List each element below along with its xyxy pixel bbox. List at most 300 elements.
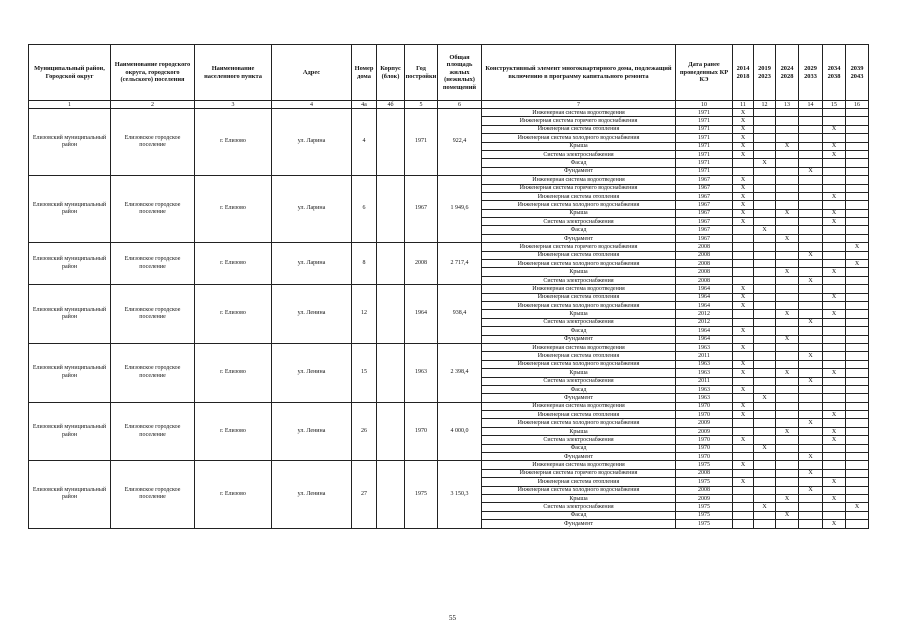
period-mark-cell	[846, 218, 869, 226]
prior-repair-date-cell: 1964	[676, 293, 733, 301]
period-mark-cell	[823, 285, 846, 293]
prior-repair-date-cell: 1963	[676, 343, 733, 351]
period-mark-cell	[754, 184, 776, 192]
period-mark-cell	[823, 276, 846, 284]
period-mark-cell: X	[846, 243, 869, 251]
period-mark-cell	[846, 176, 869, 184]
prior-repair-date-cell: 2008	[676, 276, 733, 284]
header-area: Общая площадь жилых (нежилых) помещений	[438, 45, 482, 101]
house-number-cell: 12	[352, 285, 377, 344]
column-number: 10	[676, 101, 733, 109]
period-mark-cell	[754, 369, 776, 377]
period-mark-cell: X	[823, 436, 846, 444]
period-mark-cell	[799, 503, 823, 511]
period-mark-cell	[776, 159, 799, 167]
structural-element-cell: Инженерная система холодного водоснабжения	[482, 419, 676, 427]
block-cell	[377, 176, 405, 243]
prior-repair-date-cell: 2012	[676, 318, 733, 326]
structural-element-cell: Инженерная система водоотведения	[482, 343, 676, 351]
period-mark-cell: X	[733, 117, 754, 125]
period-mark-cell	[799, 411, 823, 419]
structural-element-cell: Крыша	[482, 369, 676, 377]
period-mark-cell	[754, 461, 776, 469]
prior-repair-date-cell: 1963	[676, 360, 733, 368]
period-mark-cell	[799, 142, 823, 150]
structural-element-cell: Крыша	[482, 142, 676, 150]
column-number: 12	[754, 101, 776, 109]
locality-cell: г. Елизово	[195, 285, 272, 344]
period-mark-cell	[754, 377, 776, 385]
prior-repair-date-cell: 1964	[676, 285, 733, 293]
address-cell: ул. Ленина	[272, 402, 352, 461]
period-mark-cell	[776, 301, 799, 309]
period-mark-cell	[823, 461, 846, 469]
period-mark-cell	[776, 251, 799, 259]
period-mark-cell: X	[754, 503, 776, 511]
period-mark-cell	[799, 176, 823, 184]
period-mark-cell	[799, 402, 823, 410]
period-mark-cell	[776, 436, 799, 444]
structural-element-cell: Инженерная система отопления	[482, 352, 676, 360]
period-mark-cell	[799, 461, 823, 469]
structural-element-cell: Инженерная система водоотведения	[482, 109, 676, 117]
period-mark-cell	[776, 285, 799, 293]
block-cell	[377, 343, 405, 402]
period-mark-cell	[823, 243, 846, 251]
period-mark-cell: X	[733, 109, 754, 117]
period-mark-cell	[846, 310, 869, 318]
period-mark-cell	[776, 503, 799, 511]
period-mark-cell: X	[799, 419, 823, 427]
period-mark-cell	[754, 293, 776, 301]
period-mark-cell	[799, 293, 823, 301]
period-mark-cell	[776, 150, 799, 158]
period-mark-cell: X	[776, 427, 799, 435]
house-number-cell: 26	[352, 402, 377, 461]
settlement-cell: Елизовское городское поселение	[111, 285, 195, 344]
period-mark-cell: X	[799, 377, 823, 385]
structural-element-cell: Крыша	[482, 310, 676, 318]
capital-repair-table	[28, 44, 869, 529]
prior-repair-date-cell: 1967	[676, 218, 733, 226]
prior-repair-date-cell: 1967	[676, 176, 733, 184]
period-mark-cell: X	[823, 310, 846, 318]
period-mark-cell: X	[754, 226, 776, 234]
period-mark-cell: X	[823, 478, 846, 486]
structural-element-cell: Инженерная система водоотведения	[482, 402, 676, 410]
period-mark-cell	[846, 511, 869, 519]
structural-element-cell: Инженерная система горячего водоснабжения	[482, 469, 676, 477]
structural-element-cell: Система электроснабжения	[482, 503, 676, 511]
period-mark-cell	[776, 377, 799, 385]
address-cell: ул. Ларина	[272, 243, 352, 285]
period-mark-cell	[776, 260, 799, 268]
period-mark-cell	[799, 436, 823, 444]
period-mark-cell	[754, 419, 776, 427]
period-mark-cell	[754, 150, 776, 158]
period-mark-cell	[754, 436, 776, 444]
period-mark-cell	[733, 503, 754, 511]
structural-element-cell: Инженерная система холодного водоснабжения	[482, 301, 676, 309]
period-mark-cell	[823, 318, 846, 326]
period-mark-cell	[823, 385, 846, 393]
prior-repair-date-cell: 1975	[676, 461, 733, 469]
period-mark-cell: X	[799, 486, 823, 494]
header-row	[29, 45, 869, 101]
period-mark-cell	[799, 125, 823, 133]
period-mark-cell	[776, 125, 799, 133]
structural-element-cell: Фасад	[482, 226, 676, 234]
period-mark-cell: X	[823, 268, 846, 276]
period-mark-cell: X	[776, 209, 799, 217]
prior-repair-date-cell: 2008	[676, 251, 733, 259]
period-mark-cell	[823, 360, 846, 368]
structural-element-cell: Инженерная система водоотведения	[482, 461, 676, 469]
period-mark-cell	[799, 478, 823, 486]
period-mark-cell	[776, 444, 799, 452]
structural-element-cell: Крыша	[482, 209, 676, 217]
period-mark-cell	[799, 444, 823, 452]
period-mark-cell	[754, 427, 776, 435]
period-mark-cell: X	[733, 293, 754, 301]
structural-element-cell: Инженерная система холодного водоснабжения	[482, 260, 676, 268]
period-mark-cell	[846, 293, 869, 301]
period-mark-cell	[776, 469, 799, 477]
period-mark-cell: X	[823, 218, 846, 226]
column-number: 2	[111, 101, 195, 109]
period-mark-cell	[754, 301, 776, 309]
period-mark-cell	[846, 150, 869, 158]
period-mark-cell	[776, 184, 799, 192]
period-mark-cell	[846, 226, 869, 234]
period-mark-cell	[823, 377, 846, 385]
period-mark-cell	[846, 377, 869, 385]
period-mark-cell	[799, 201, 823, 209]
prior-repair-date-cell: 2011	[676, 352, 733, 360]
period-mark-cell: X	[733, 411, 754, 419]
house-records	[29, 109, 869, 529]
area-cell: 3 150,3	[438, 461, 482, 528]
period-mark-cell	[776, 134, 799, 142]
period-mark-cell: X	[733, 176, 754, 184]
period-mark-cell: X	[799, 276, 823, 284]
period-mark-cell: X	[776, 335, 799, 343]
period-mark-cell: X	[733, 134, 754, 142]
period-mark-cell	[776, 192, 799, 200]
period-mark-cell: X	[733, 209, 754, 217]
period-mark-cell: X	[733, 478, 754, 486]
column-number: 7	[482, 101, 676, 109]
period-mark-cell	[823, 453, 846, 461]
period-mark-cell	[823, 201, 846, 209]
prior-repair-date-cell: 2008	[676, 260, 733, 268]
settlement-cell: Елизовское городское поселение	[111, 343, 195, 402]
address-cell: ул. Ленина	[272, 343, 352, 402]
structural-element-cell: Система электроснабжения	[482, 436, 676, 444]
period-mark-cell	[799, 184, 823, 192]
period-mark-cell	[846, 117, 869, 125]
period-mark-cell	[823, 444, 846, 452]
structural-element-cell: Фундамент	[482, 335, 676, 343]
prior-repair-date-cell: 2009	[676, 494, 733, 502]
table-row	[29, 285, 869, 293]
column-number: 4б	[377, 101, 405, 109]
column-number: 15	[823, 101, 846, 109]
period-mark-cell	[733, 167, 754, 175]
period-mark-cell	[754, 327, 776, 335]
period-mark-cell: X	[823, 125, 846, 133]
prior-repair-date-cell: 1971	[676, 125, 733, 133]
prior-repair-date-cell: 1971	[676, 167, 733, 175]
period-mark-cell	[823, 184, 846, 192]
prior-repair-date-cell: 2009	[676, 419, 733, 427]
period-mark-cell	[799, 520, 823, 528]
period-mark-cell: X	[733, 218, 754, 226]
structural-element-cell: Система электроснабжения	[482, 276, 676, 284]
period-mark-cell	[754, 268, 776, 276]
period-mark-cell	[823, 226, 846, 234]
period-mark-cell: X	[733, 142, 754, 150]
structural-element-cell: Инженерная система холодного водоснабжения	[482, 486, 676, 494]
period-mark-cell	[776, 176, 799, 184]
settlement-cell: Елизовское городское поселение	[111, 109, 195, 176]
period-mark-cell: X	[799, 469, 823, 477]
structural-element-cell: Инженерная система водоотведения	[482, 285, 676, 293]
period-mark-cell: X	[823, 520, 846, 528]
period-mark-cell	[823, 159, 846, 167]
house-number-cell: 8	[352, 243, 377, 285]
district-cell: Елизовский муниципальный район	[29, 285, 111, 344]
address-cell: ул. Ленина	[272, 285, 352, 344]
period-mark-cell	[733, 260, 754, 268]
period-mark-cell	[754, 209, 776, 217]
period-mark-cell	[733, 453, 754, 461]
prior-repair-date-cell: 1967	[676, 226, 733, 234]
structural-element-cell: Фундамент	[482, 234, 676, 242]
period-mark-cell	[846, 352, 869, 360]
period-mark-cell	[799, 109, 823, 117]
period-mark-cell	[754, 117, 776, 125]
structural-element-cell: Фасад	[482, 159, 676, 167]
period-mark-cell	[799, 285, 823, 293]
period-mark-cell	[823, 327, 846, 335]
page-number: 55	[449, 614, 456, 622]
structural-element-cell: Инженерная система отопления	[482, 125, 676, 133]
locality-cell: г. Елизово	[195, 176, 272, 243]
period-mark-cell	[799, 394, 823, 402]
period-mark-cell: X	[733, 385, 754, 393]
period-mark-cell	[846, 209, 869, 217]
period-mark-cell	[799, 369, 823, 377]
period-mark-cell	[733, 469, 754, 477]
period-mark-cell	[823, 109, 846, 117]
header-period-2019-2023: 2019 2023	[754, 45, 776, 101]
period-mark-cell: X	[823, 293, 846, 301]
settlement-cell: Елизовское городское поселение	[111, 461, 195, 528]
period-mark-cell	[846, 394, 869, 402]
structural-element-cell: Система электроснабжения	[482, 318, 676, 326]
structural-element-cell: Система электроснабжения	[482, 150, 676, 158]
period-mark-cell: X	[776, 268, 799, 276]
prior-repair-date-cell: 1967	[676, 234, 733, 242]
prior-repair-date-cell: 2009	[676, 427, 733, 435]
period-mark-cell	[823, 352, 846, 360]
period-mark-cell	[846, 134, 869, 142]
prior-repair-date-cell: 2012	[676, 310, 733, 318]
period-mark-cell	[754, 402, 776, 410]
period-mark-cell	[799, 234, 823, 242]
period-mark-cell	[733, 394, 754, 402]
period-mark-cell: X	[799, 453, 823, 461]
year-built-cell: 1967	[405, 176, 438, 243]
period-mark-cell	[846, 461, 869, 469]
period-mark-cell	[799, 260, 823, 268]
prior-repair-date-cell: 1963	[676, 394, 733, 402]
period-mark-cell	[846, 385, 869, 393]
structural-element-cell: Фасад	[482, 327, 676, 335]
header-address: Адрес	[272, 45, 352, 101]
period-mark-cell	[733, 268, 754, 276]
period-mark-cell	[846, 469, 869, 477]
column-number: 6	[438, 101, 482, 109]
period-mark-cell	[754, 469, 776, 477]
prior-repair-date-cell: 1970	[676, 453, 733, 461]
structural-element-cell: Инженерная система холодного водоснабжения	[482, 360, 676, 368]
period-mark-cell: X	[733, 125, 754, 133]
period-mark-cell	[776, 343, 799, 351]
period-mark-cell: X	[799, 167, 823, 175]
prior-repair-date-cell: 1971	[676, 150, 733, 158]
prior-repair-date-cell: 1964	[676, 301, 733, 309]
year-built-cell: 2008	[405, 243, 438, 285]
structural-element-cell: Система электроснабжения	[482, 377, 676, 385]
table-row	[29, 176, 869, 184]
prior-repair-date-cell: 1963	[676, 385, 733, 393]
header-period-2034-2038: 2034 2038	[823, 45, 846, 101]
period-mark-cell	[823, 176, 846, 184]
header-prior-repair-date: Дата ранее проведенных КР КЭ	[676, 45, 733, 101]
period-mark-cell	[823, 234, 846, 242]
period-mark-cell	[799, 343, 823, 351]
period-mark-cell	[733, 318, 754, 326]
period-mark-cell	[754, 352, 776, 360]
period-mark-cell	[754, 251, 776, 259]
prior-repair-date-cell: 1971	[676, 142, 733, 150]
period-mark-cell	[733, 234, 754, 242]
period-mark-cell: X	[846, 260, 869, 268]
column-number: 14	[799, 101, 823, 109]
header-house-number: Номер дома	[352, 45, 377, 101]
period-mark-cell	[733, 427, 754, 435]
period-mark-cell: X	[823, 494, 846, 502]
period-mark-cell	[846, 125, 869, 133]
block-cell	[377, 109, 405, 176]
structural-element-cell: Фундамент	[482, 167, 676, 175]
period-mark-cell	[846, 402, 869, 410]
period-mark-cell	[733, 159, 754, 167]
header-period-2014-2018: 2014 2018	[733, 45, 754, 101]
prior-repair-date-cell: 1971	[676, 134, 733, 142]
period-mark-cell	[754, 486, 776, 494]
period-mark-cell	[776, 360, 799, 368]
period-mark-cell	[823, 419, 846, 427]
prior-repair-date-cell: 2008	[676, 486, 733, 494]
period-mark-cell	[846, 494, 869, 502]
structural-element-cell: Инженерная система водоотведения	[482, 176, 676, 184]
prior-repair-date-cell: 2008	[676, 268, 733, 276]
period-mark-cell: X	[733, 343, 754, 351]
prior-repair-date-cell: 1975	[676, 503, 733, 511]
period-mark-cell	[846, 427, 869, 435]
structural-element-cell: Фасад	[482, 385, 676, 393]
prior-repair-date-cell: 1970	[676, 411, 733, 419]
block-cell	[377, 285, 405, 344]
period-mark-cell	[776, 352, 799, 360]
period-mark-cell	[776, 419, 799, 427]
period-mark-cell	[754, 360, 776, 368]
period-mark-cell	[754, 167, 776, 175]
header-locality: Наименование населенного пункта	[195, 45, 272, 101]
period-mark-cell	[776, 327, 799, 335]
period-mark-cell	[754, 260, 776, 268]
period-mark-cell	[776, 201, 799, 209]
period-mark-cell	[754, 176, 776, 184]
prior-repair-date-cell: 1963	[676, 369, 733, 377]
period-mark-cell: X	[754, 444, 776, 452]
prior-repair-date-cell: 1975	[676, 520, 733, 528]
period-mark-cell	[823, 117, 846, 125]
period-mark-cell	[776, 394, 799, 402]
period-mark-cell	[823, 402, 846, 410]
structural-element-cell: Инженерная система горячего водоснабжения	[482, 243, 676, 251]
period-mark-cell	[799, 243, 823, 251]
period-mark-cell: X	[799, 352, 823, 360]
period-mark-cell	[733, 276, 754, 284]
period-mark-cell	[776, 276, 799, 284]
period-mark-cell: X	[733, 301, 754, 309]
header-settlement: Наименование городского округа, городского (сельского) поселения	[111, 45, 195, 101]
structural-element-cell: Инженерная система отопления	[482, 251, 676, 259]
column-number: 1	[29, 101, 111, 109]
period-mark-cell: X	[733, 201, 754, 209]
period-mark-cell	[754, 276, 776, 284]
period-mark-cell	[776, 117, 799, 125]
prior-repair-date-cell: 1970	[676, 444, 733, 452]
period-mark-cell	[799, 192, 823, 200]
period-mark-cell	[846, 251, 869, 259]
period-mark-cell	[754, 478, 776, 486]
period-mark-cell: X	[823, 369, 846, 377]
column-number: 3	[195, 101, 272, 109]
period-mark-cell	[846, 486, 869, 494]
period-mark-cell	[754, 453, 776, 461]
locality-cell: г. Елизово	[195, 109, 272, 176]
period-mark-cell	[846, 201, 869, 209]
period-mark-cell	[733, 335, 754, 343]
period-mark-cell: X	[823, 192, 846, 200]
area-cell: 922,4	[438, 109, 482, 176]
period-mark-cell	[754, 318, 776, 326]
period-mark-cell	[846, 142, 869, 150]
period-mark-cell	[754, 109, 776, 117]
period-mark-cell	[733, 251, 754, 259]
district-cell: Елизовский муниципальный район	[29, 402, 111, 461]
period-mark-cell: X	[754, 394, 776, 402]
period-mark-cell	[733, 511, 754, 519]
period-mark-cell: X	[799, 251, 823, 259]
area-cell: 2 398,4	[438, 343, 482, 402]
period-mark-cell	[846, 360, 869, 368]
